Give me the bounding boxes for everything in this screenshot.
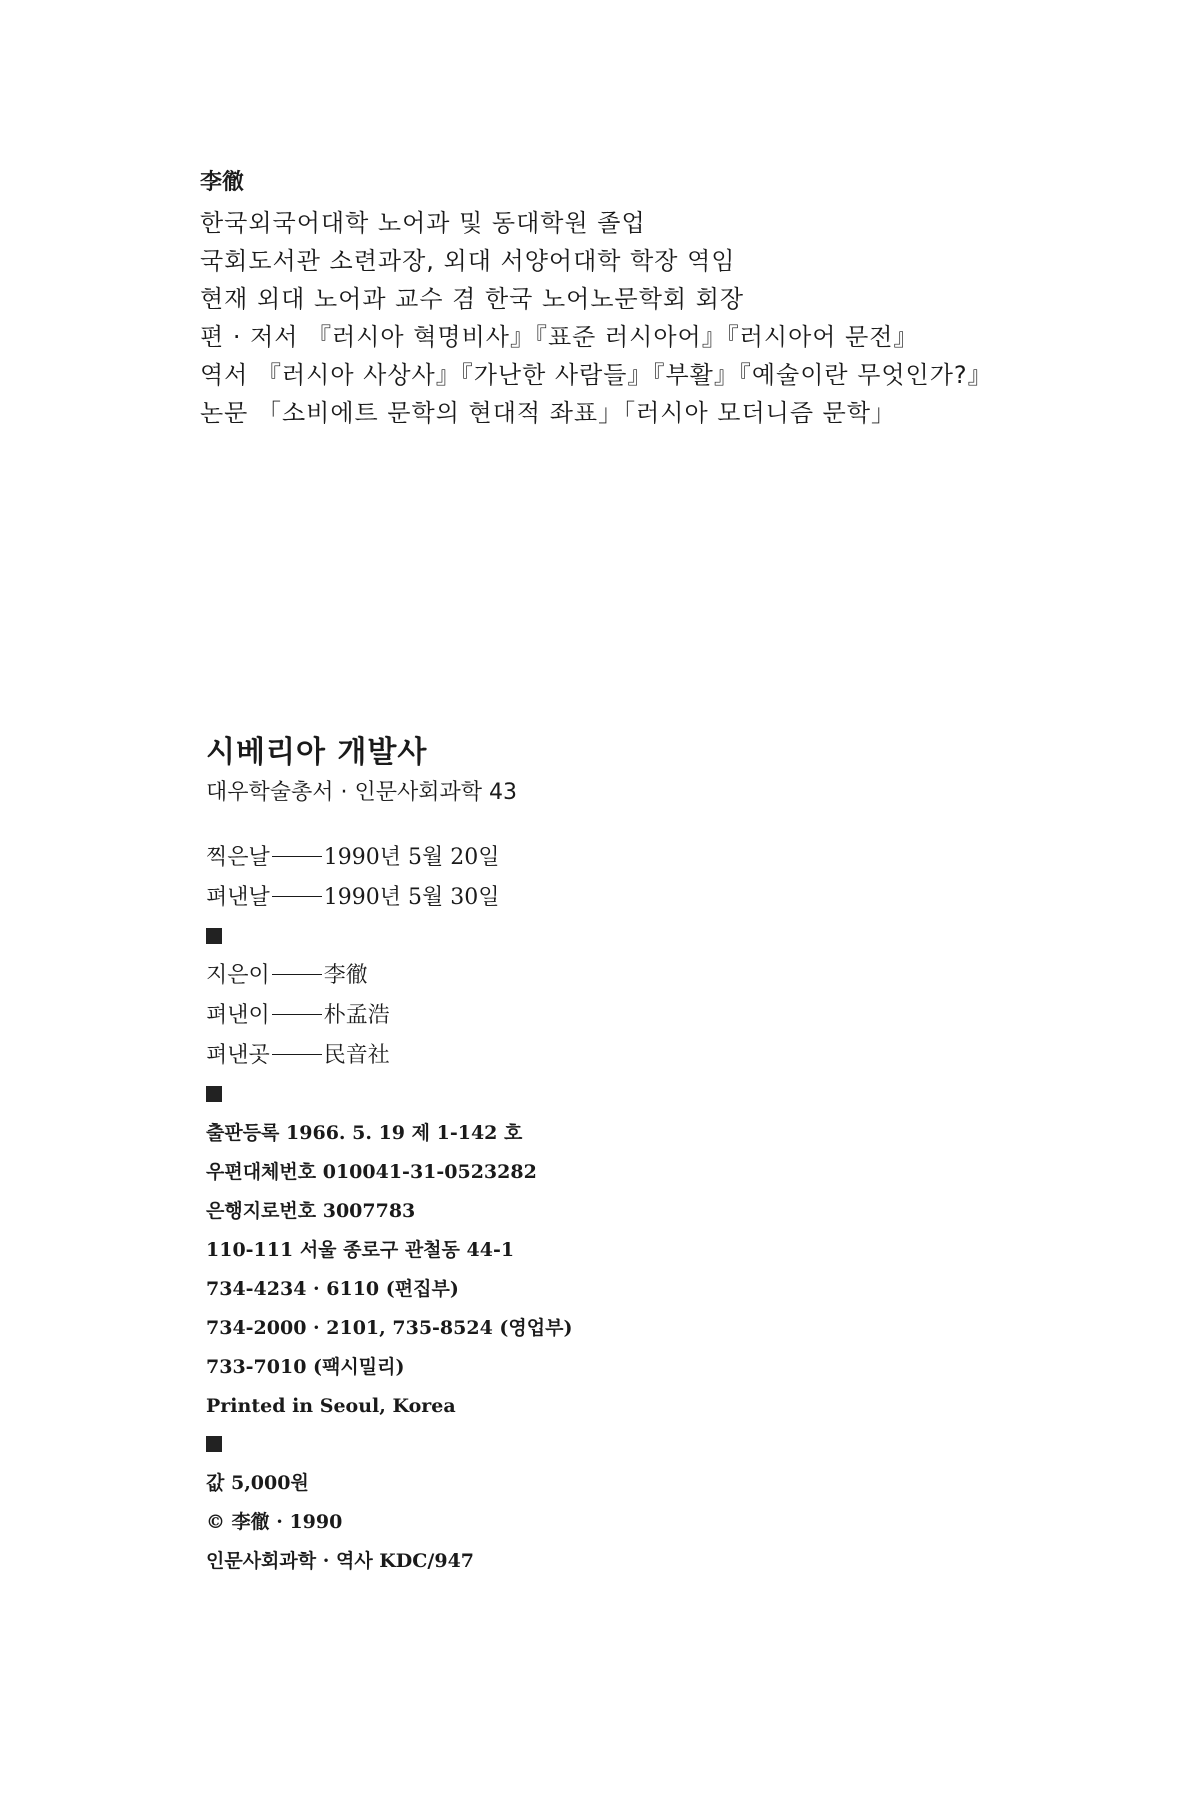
section-square-icon: [206, 1086, 222, 1102]
bank-giro-info: 은행지로번호 3007783: [206, 1200, 416, 1222]
fax-info: 733-7010 (팩시밀리): [206, 1356, 405, 1378]
bio-current-position: 현재 외대 노어과 교수 겸 한국 노어노문학회 회장: [200, 285, 745, 313]
copyright-info: © 李徹 · 1990: [206, 1511, 343, 1533]
author-value: 李徹: [323, 963, 368, 988]
series-name: 대우학술총서 · 인문사회과학 43: [206, 780, 517, 805]
dash-divider: [272, 856, 322, 857]
phone-editorial-info: 734-4234 · 6110 (편집부): [206, 1278, 459, 1300]
printed-date-row: [206, 838, 766, 878]
section-square-icon: [206, 928, 222, 944]
book-title: 시베리아 개발사: [206, 735, 428, 770]
colophon: [206, 734, 766, 1581]
author-row: [206, 956, 766, 996]
bio-education: 한국외국어대학 노어과 및 동대학원 졸업: [200, 209, 646, 237]
registration-info: 출판등록 1966. 5. 19 제 1-142 호: [206, 1122, 523, 1144]
bio-translations: 역서 『러시아 사상사』『가난한 사람들』『부활』『예술이란 무엇인가?』: [200, 361, 993, 389]
address-info: 110-111 서울 종로구 관철동 44-1: [206, 1239, 515, 1261]
press-row: [206, 1036, 766, 1076]
published-date-row: [206, 878, 766, 918]
postal-transfer-info: 우편대체번호 010041-31-0523282: [206, 1161, 537, 1183]
press-value: 民音社: [323, 1043, 390, 1068]
section-square-icon: [206, 1436, 222, 1452]
press-label: 펴낸곳: [206, 1043, 270, 1068]
printed-in-info: Printed in Seoul, Korea: [206, 1395, 456, 1417]
printed-date-label: 찍은날: [206, 845, 270, 870]
dash-divider: [272, 974, 322, 975]
published-date-label: 펴낸날: [206, 885, 270, 910]
published-date-value: 1990년 5월 30일: [323, 885, 500, 910]
phone-sales-info: 734-2000 · 2101, 735-8524 (영업부): [206, 1317, 573, 1339]
dash-divider: [272, 1054, 322, 1055]
bio-career: 국회도서관 소련과장, 외대 서양어대학 학장 역임: [200, 247, 736, 275]
author-name: 李徹: [200, 169, 245, 195]
bio-authored-works: 편 · 저서 『러시아 혁명비사』『표준 러시아어』『러시아어 문전』: [200, 323, 919, 351]
price-info: 값 5,000원: [206, 1472, 309, 1494]
printed-date-value: 1990년 5월 20일: [323, 845, 500, 870]
author-label: 지은이: [206, 963, 270, 988]
publisher-value: 朴孟浩: [323, 1003, 390, 1028]
author-biography: [200, 168, 1080, 432]
bio-papers: 논문 「소비에트 문학의 현대적 좌표」「러시아 모더니즘 문학」: [200, 399, 897, 427]
dash-divider: [272, 1014, 322, 1015]
classification-info: 인문사회과학 · 역사 KDC/947: [206, 1550, 475, 1572]
dash-divider: [272, 896, 322, 897]
publisher-row: [206, 996, 766, 1036]
publisher-label: 펴낸이: [206, 1003, 270, 1028]
